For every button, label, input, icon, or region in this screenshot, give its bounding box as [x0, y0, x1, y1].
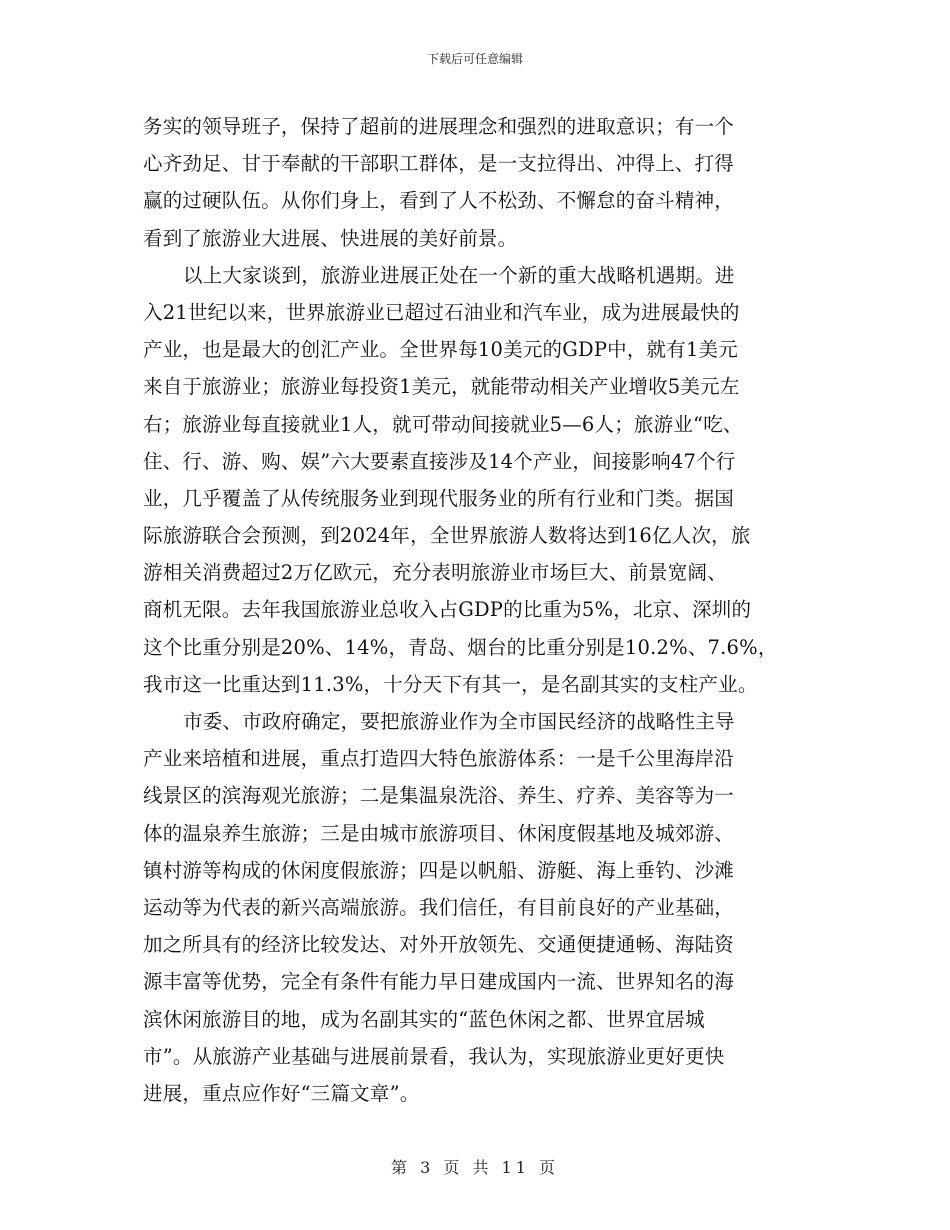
text-line: 际旅游联合会预测，到2024年，全世界旅游人数将达到16亿人次，旅: [143, 524, 751, 548]
page-header: 下载后可任意编辑: [426, 52, 523, 66]
text-line: 赢的过硬队伍。从你们身上，看到了人不松劲、不懈怠的奋斗精神，: [143, 189, 735, 213]
text-line: 运动等为代表的新兴高端旅游。我们信任，有目前良好的产业基础，: [143, 895, 735, 919]
text-line: 镇村游等构成的休闲度假旅游；四是以帆船、游艇、海上垂钓、沙滩: [143, 858, 735, 882]
text-line: 这个比重分别是20%、14%，青岛、烟台的比重分别是10.2%、7.6%，: [143, 635, 778, 659]
text-line: 进展，重点应作好“三篇文章”。: [143, 1081, 420, 1105]
paragraph-2: [143, 257, 813, 703]
text-line: 入21世纪以来，世界旅游业已超过石油业和汽车业，成为进展最快的: [143, 300, 740, 324]
paragraph-1: [143, 108, 813, 257]
text-line: 以上大家谈到，旅游业进展正处在一个新的重大战略机遇期。进: [183, 263, 735, 287]
text-line: 我市这一比重达到11.3%，十分天下有其一，是名副其实的支柱产业。: [143, 672, 758, 696]
text-line: 加之所具有的经济比较发达、对外开放领先、交通便捷通畅、海陆资: [143, 933, 735, 957]
text-line: 产业来培植和进展，重点打造四大特色旅游体系：一是千公里海岸沿: [143, 747, 735, 771]
text-line: 市”。从旅游产业基础与进展前景看，我认为，实现旅游业更好更快: [143, 1044, 725, 1068]
text-line: 滨休闲旅游目的地，成为名副其实的“蓝色休闲之都、世界宜居城: [143, 1007, 705, 1031]
text-line: 产业，也是最大的创汇产业。全世界每10美元的GDP中，就有1美元: [143, 338, 738, 362]
document-body: [143, 108, 813, 1112]
page-footer: 第 3 页 共 11 页: [391, 1158, 559, 1177]
text-line: 右；旅游业每直接就业1人，就可带动间接就业5—6人；旅游业“吃、: [143, 412, 743, 436]
text-line: 市委、市政府确定，要把旅游业作为全市国民经济的战略性主导: [183, 710, 735, 733]
text-line: 业，几乎覆盖了从传统服务业到现代服务业的所有行业和门类。据国: [143, 486, 735, 510]
text-line: 线景区的滨海观光旅游；二是集温泉洗浴、养生、疗养、美容等为一: [143, 784, 735, 808]
text-line: 看到了旅游业大进展、快进展的美好前景。: [143, 226, 518, 250]
text-line: 游相关消费超过2万亿欧元，充分表明旅游业市场巨大、前景宽阔、: [143, 561, 727, 585]
text-line: 住、行、游、购、娱”六大要素直接涉及14个产业，间接影响47个行: [143, 449, 736, 473]
text-line: 体的温泉养生旅游；三是由城市旅游项目、休闲度假基地及城郊游、: [143, 821, 735, 845]
text-line: 商机无限。去年我国旅游业总收入占GDP的比重为5%，北京、深圳的: [143, 598, 752, 622]
text-line: 源丰富等优势，完全有条件有能力早日建成国内一流、世界知名的海: [143, 970, 735, 994]
text-line: 来自于旅游业；旅游业每投资1美元，就能带动相关产业增收5美元左: [143, 375, 740, 399]
paragraph-3: [143, 703, 813, 1112]
text-line: 务实的领导班子，保持了超前的进展理念和强烈的进取意识；有一个: [143, 115, 735, 138]
text-line: 心齐劲足、甘于奉献的干部职工群体，是一支拉得出、冲得上、打得: [143, 152, 735, 176]
